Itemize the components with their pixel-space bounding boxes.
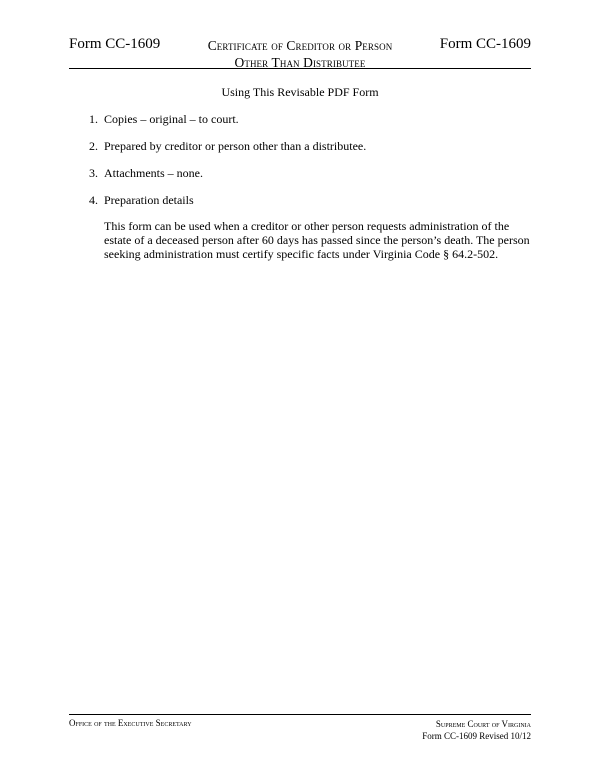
list-item [80, 112, 540, 126]
form-number-right: Form CC-1609 [439, 36, 531, 52]
footer-court-info [422, 718, 531, 742]
instructions-heading: Using This Revisable PDF Form [221, 85, 379, 99]
footer-office: Office of the Executive Secretary [69, 718, 192, 728]
list-item [80, 193, 540, 207]
page-footer [69, 714, 531, 741]
item-text: Prepared by creditor or person other than a distributee. [104, 139, 367, 153]
form-number-left: Form CC-1609 [69, 36, 161, 52]
footer-court: Supreme Court of Virginia [435, 719, 531, 729]
item-text: Preparation details [104, 193, 194, 207]
form-title [162, 37, 438, 71]
form-title-line2: Other Than Distributee [234, 55, 366, 70]
preparation-details-paragraph: This form can be used when a creditor or other person requests administration of the estate of a deceased person after 60 days has passed since the person’s death. The person seeking administration must certify specific facts under Virginia Code § 64.2-502. [104, 219, 530, 262]
item-number: 3. [89, 166, 98, 180]
page-header [69, 36, 531, 69]
instructions-list [80, 112, 540, 220]
item-number: 2. [89, 139, 98, 153]
item-text: Copies – original – to court. [104, 112, 239, 126]
item-text: Attachments – none. [104, 166, 203, 180]
item-number: 1. [89, 112, 98, 126]
form-title-line1: Certificate of Creditor or Person [207, 38, 393, 53]
list-item [80, 166, 540, 180]
item-number: 4. [89, 193, 98, 207]
footer-revision: Form CC-1609 Revised 10/12 [422, 731, 531, 741]
list-item [80, 139, 540, 153]
